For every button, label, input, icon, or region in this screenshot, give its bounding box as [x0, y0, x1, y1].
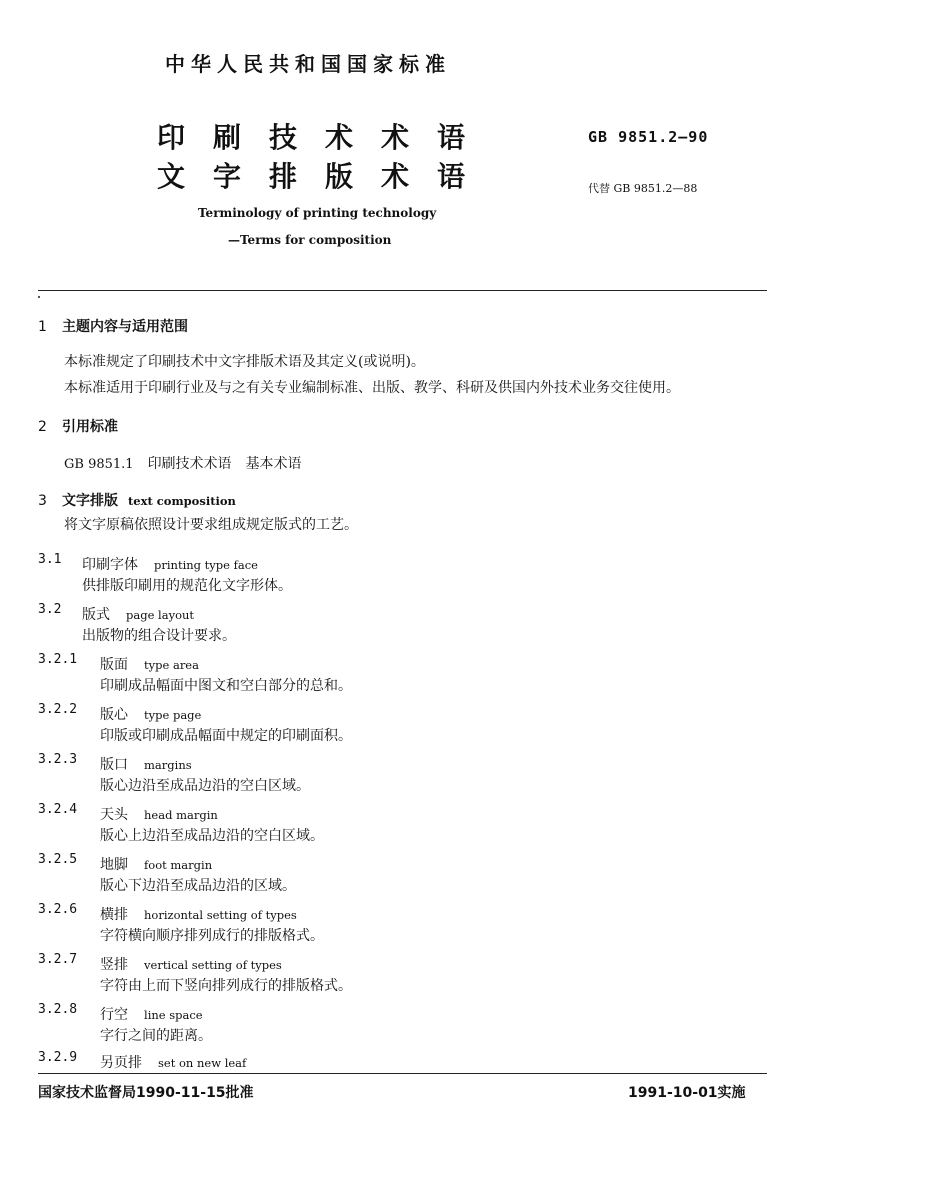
term-number: 3.2.2: [38, 702, 78, 717]
term-definition: 印版或印刷成品幅面中规定的印刷面积。: [100, 728, 352, 744]
header-divider: [38, 290, 767, 291]
section-title: 引用标准: [62, 419, 118, 435]
reference-code: GB 9851.1: [64, 457, 134, 472]
term-definition: 字符由上而下竖向排列成行的排版格式。: [100, 978, 352, 994]
term-english: vertical setting of types: [144, 958, 282, 972]
term-definition: 版心边沿至成品边沿的空白区域。: [100, 778, 310, 794]
term-number: 3.2.3: [38, 752, 78, 767]
term-definition: 印刷成品幅面中图文和空白部分的总和。: [100, 678, 352, 694]
term-name: 另页排: [100, 1055, 142, 1071]
section-number: 1: [38, 319, 47, 335]
term-name: 横排: [100, 907, 128, 923]
footer-divider: [38, 1073, 767, 1074]
term-number: 3.1: [38, 552, 62, 567]
reference-title: 印刷技术术语 基本术语: [147, 456, 302, 472]
term-name: 竖排: [100, 957, 128, 973]
term-name: 版口: [100, 757, 128, 773]
term-definition: 版心下边沿至成品边沿的区域。: [100, 878, 296, 894]
section-1-heading: [38, 316, 188, 336]
english-title-line1: Terminology of printing technology: [198, 206, 437, 220]
term-number: 3.2.5: [38, 852, 78, 867]
section-title: 主题内容与适用范围: [62, 319, 188, 335]
section-3-definition: 将文字原稿依照设计要求组成规定版式的工艺。: [64, 517, 358, 533]
english-title-line2: —Terms for composition: [228, 233, 392, 247]
term-english: horizontal setting of types: [144, 908, 297, 922]
term-english: type area: [144, 658, 199, 672]
term-number: 3.2.9: [38, 1050, 78, 1065]
margin-mark: [38, 296, 40, 298]
term-english: printing type face: [154, 558, 258, 572]
section-1-paragraph-2: 本标准适用于印刷行业及与之有关专业编制标准、出版、教学、科研及供国内外技术业务交往使用。: [64, 380, 680, 396]
term-definition: 字行之间的距离。: [100, 1028, 212, 1044]
section-2-heading: [38, 416, 118, 436]
term-name: 版式: [82, 607, 110, 623]
standard-title-line2: 文字排版术语: [157, 160, 494, 193]
term-number: 3.2.8: [38, 1002, 78, 1017]
section-1-paragraph-1: 本标准规定了印刷技术中文字排版术语及其定义(或说明)。: [64, 354, 425, 370]
term-english: line space: [144, 1008, 203, 1022]
section-number: 2: [38, 419, 47, 435]
term-name: 行空: [100, 1007, 128, 1023]
section-title: 文字排版: [62, 493, 118, 509]
term-name: 天头: [100, 807, 128, 823]
national-standard-title: 中华人民共和国国家标准: [165, 52, 451, 76]
term-number: 3.2.7: [38, 952, 78, 967]
term-number: 3.2: [38, 602, 62, 617]
term-english: type page: [144, 708, 202, 722]
term-number: 3.2.6: [38, 902, 78, 917]
term-name: 版面: [100, 657, 128, 673]
implementation-note: 1991-10-01实施: [628, 1085, 746, 1101]
term-definition: 版心上边沿至成品边沿的空白区域。: [100, 828, 324, 844]
term-english: page layout: [126, 608, 195, 622]
term-english: head margin: [144, 808, 218, 822]
term-number: 3.2.4: [38, 802, 78, 817]
term-name: 版心: [100, 707, 128, 723]
normative-reference: [64, 453, 302, 473]
section-3-heading: [38, 490, 236, 510]
section-title-en: text composition: [128, 494, 236, 508]
replaces-note: 代替 GB 9851.2—88: [588, 182, 698, 195]
term-definition: 字符横向顺序排列成行的排版格式。: [100, 928, 324, 944]
term-name: 地脚: [100, 857, 128, 873]
term-english: set on new leaf: [158, 1056, 247, 1070]
term-definition: 出版物的组合设计要求。: [82, 628, 236, 644]
term-english: margins: [144, 758, 192, 772]
standard-code: GB 9851.2—90: [588, 128, 709, 146]
standard-title-line1: 印刷技术术语: [157, 121, 494, 154]
term-number: 3.2.1: [38, 652, 78, 667]
term-english: foot margin: [144, 858, 213, 872]
section-number: 3: [38, 493, 47, 509]
term-name: 印刷字体: [82, 557, 138, 573]
approval-note: 国家技术监督局1990-11-15批准: [38, 1085, 254, 1101]
term-definition: 供排版印刷用的规范化文字形体。: [82, 578, 292, 594]
